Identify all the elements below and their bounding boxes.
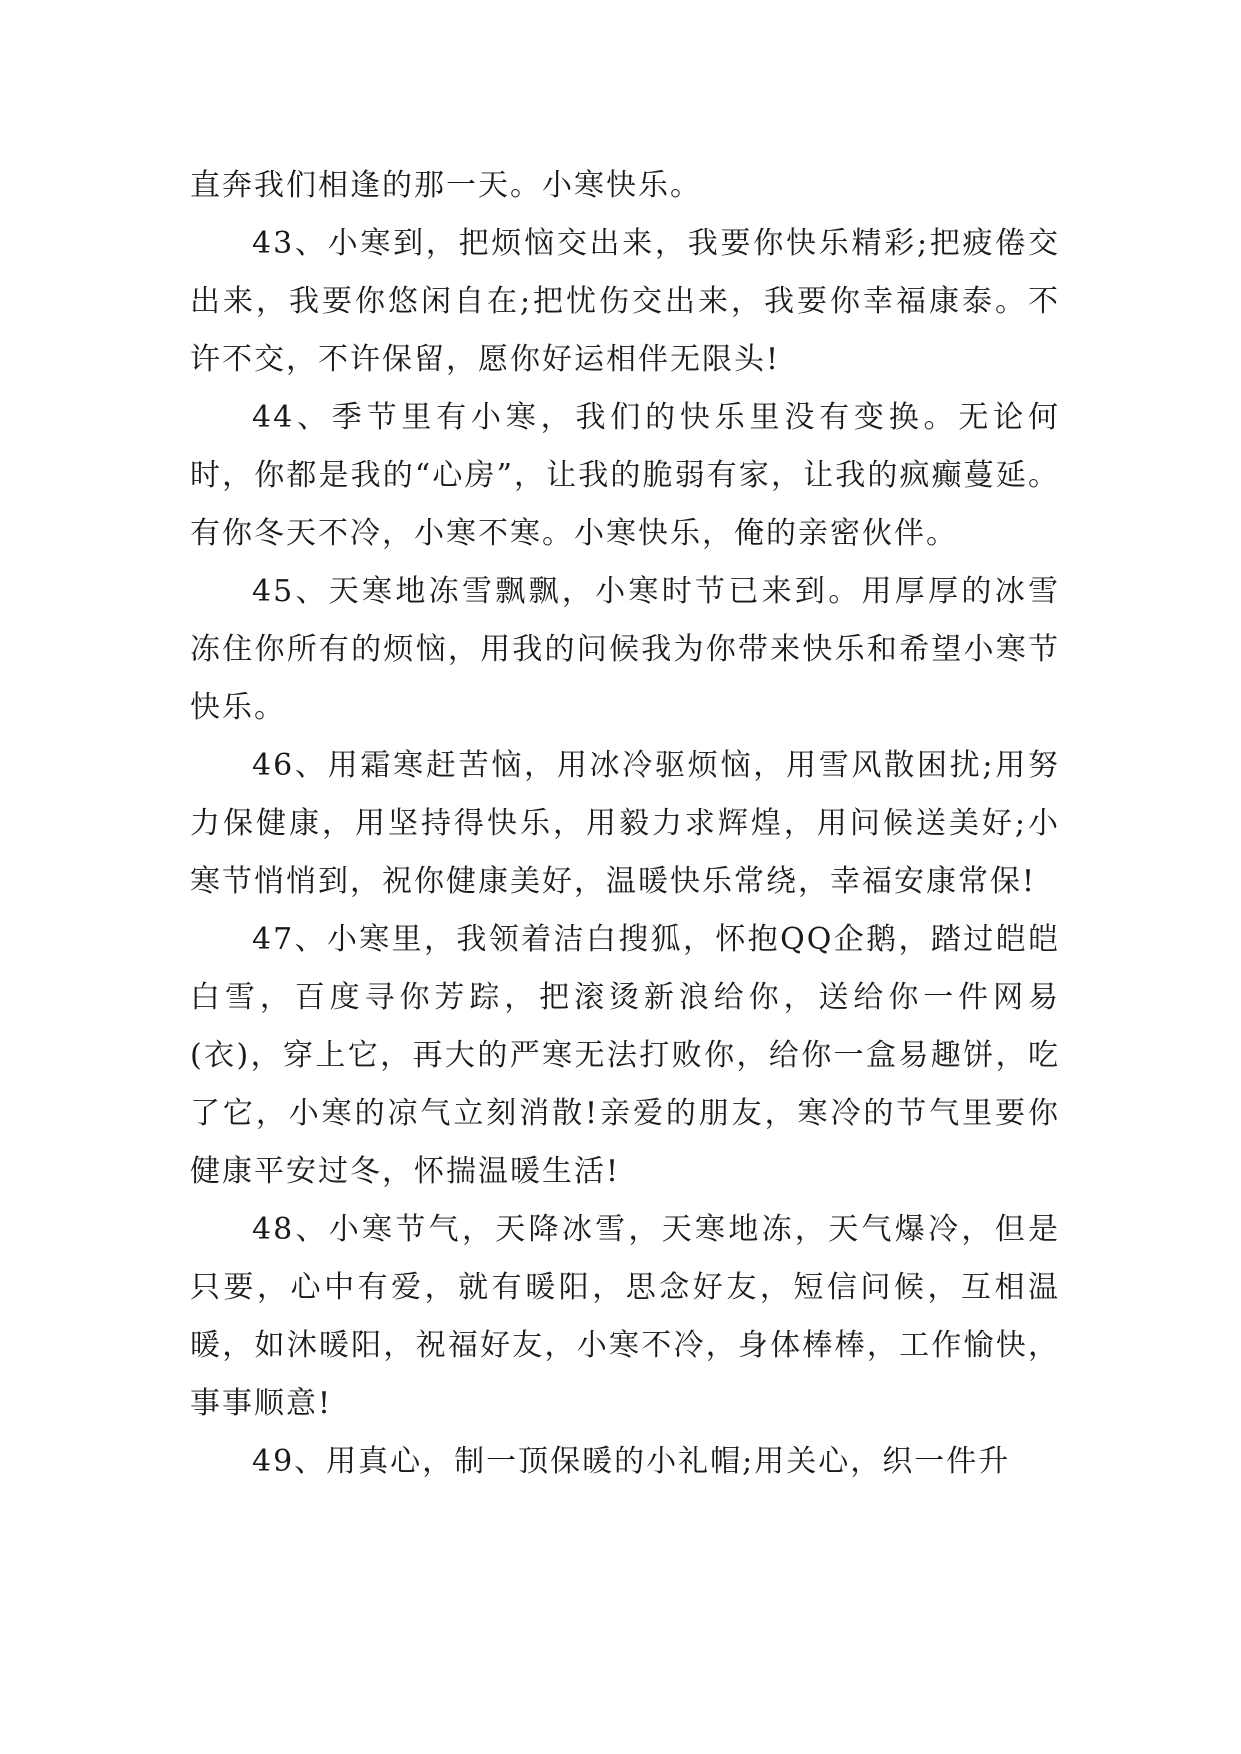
paragraph-43: 43、小寒到，把烦恼交出来，我要你快乐精彩;把疲倦交出来，我要你悠闲自在;把忧伤交出来，我要你幸福康泰。不许不交，不许保留，愿你好运相伴无限头! [190, 226, 1060, 377]
paragraph-45: 45、天寒地冻雪飘飘，小寒时节已来到。用厚厚的冰雪冻住你所有的烦恼，用我的问候我为你带来快乐和希望小寒节快乐。 [190, 574, 1060, 725]
paragraph-46: 46、用霜寒赶苦恼，用冰冷驱烦恼，用雪风散困扰;用努力保健康，用坚持得快乐，用毅力求辉煌，用问候送美好;小寒节悄悄到，祝你健康美好，温暖快乐常绕，幸福安康常保! [190, 748, 1060, 899]
paragraph-47: 47、小寒里，我领着洁白搜狐，怀抱QQ企鹅，踏过皑皑白雪，百度寻你芳踪，把滚烫新浪给你，送给你一件网易(衣)，穿上它，再大的严寒无法打败你，给你一盒易趣饼，吃了它，小寒的凉气立刻消散!亲爱的朋友，寒冷的节气里要你健康平安过冬，怀揣温暖生活! [190, 922, 1060, 1189]
paragraph-49: 49、用真心，制一顶保暖的小礼帽;用关心，织一件升 [252, 1444, 1011, 1479]
paragraph-44: 44、季节里有小寒，我们的快乐里没有变换。无论何时，你都是我的“心房”，让我的脆弱有家，让我的疯癫蔓延。有你冬天不冷，小寒不寒。小寒快乐，俺的亲密伙伴。 [190, 400, 1060, 551]
paragraph-48: 48、小寒节气，天降冰雪，天寒地冻，天气爆冷，但是只要，心中有爱，就有暖阳，思念好友，短信问候，互相温暖，如沐暖阳，祝福好友，小寒不冷，身体棒棒，工作愉快，事事顺意! [190, 1212, 1060, 1421]
document-body [190, 157, 1060, 1491]
paragraph-continuation: 直奔我们相逢的那一天。小寒快乐。 [190, 168, 702, 203]
